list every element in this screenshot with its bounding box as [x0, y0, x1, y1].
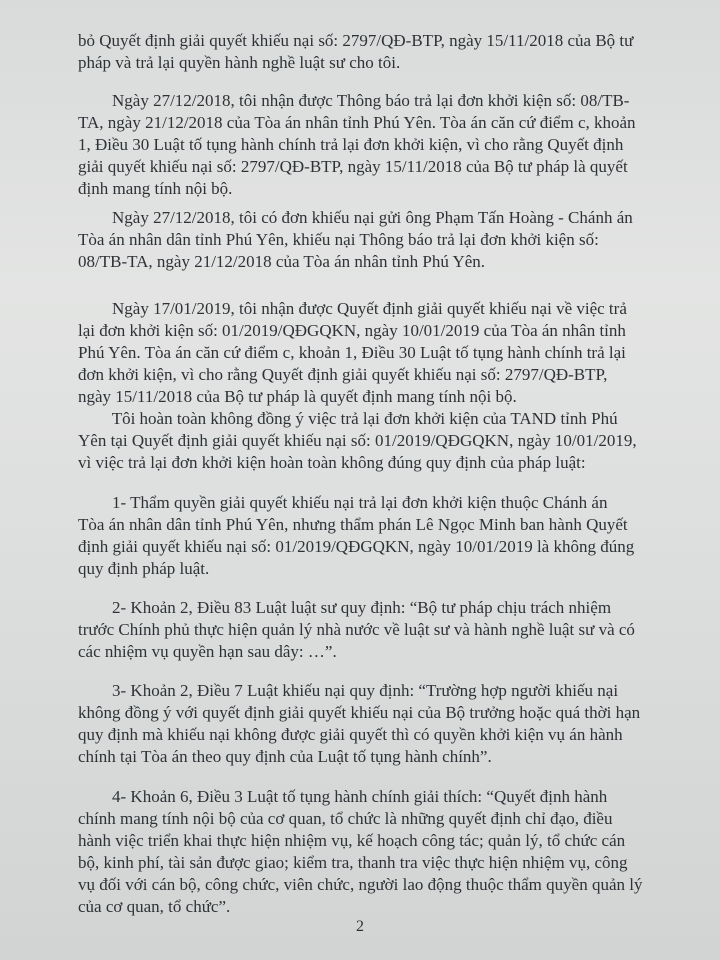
text-line: Tôi hoàn toàn không đồng ý việc trả lại đơn khởi kiện của TAND tỉnh Phú	[78, 409, 618, 428]
text-line: Yên tại Quyết định giải quyết khiếu nại số: 01/2019/QĐGQKN, ngày 10/01/2019,	[78, 431, 637, 450]
text-line: quy định mà khiếu nại không được giải quyết thì có quyền khởi kiện vụ án hành	[78, 725, 623, 744]
text-line: vụ đối với cán bộ, công chức, viên chức, người lao động thuộc thẩm quyền quản lý	[78, 875, 643, 894]
text-line: 08/TB-TA, ngày 21/12/2018 của Tòa án nhân tỉnh Phú Yên.	[78, 252, 486, 271]
text-line: Ngày 17/01/2019, tôi nhận được Quyết định giải quyết khiếu nại về việc trả	[78, 299, 627, 318]
text-line: Tòa án nhân dân tỉnh Phú Yên, nhưng thẩm phán Lê Ngọc Minh ban hành Quyết	[78, 515, 628, 534]
paragraph	[78, 298, 686, 408]
text-line: định mang tính nội bộ.	[78, 179, 233, 198]
paragraph	[78, 207, 686, 273]
text-line: trước Chính phủ thực hiện quản lý nhà nước về luật sư và hành nghề luật sư và có	[78, 620, 635, 639]
text-line: chính tại Tòa án theo quy định của Luật tố tụng hành chính”.	[78, 747, 492, 766]
paragraph	[78, 90, 686, 200]
text-line: giải quyết khiếu nại số: 2797/QĐ-BTP, ngày 15/11/2018 của Bộ tư pháp là quyết	[78, 157, 628, 176]
text-line: bộ, kinh phí, tài sản được giao; kiểm tra, thanh tra việc thực hiện nhiệm vụ, công	[78, 853, 628, 872]
paragraph	[78, 492, 686, 580]
paragraph	[78, 408, 686, 474]
text-line: quy định pháp luật.	[78, 559, 210, 578]
text-line: của cơ quan, tổ chức”.	[78, 897, 231, 916]
text-line: 1- Thẩm quyền giải quyết khiếu nại trả lại đơn khởi kiện thuộc Chánh án	[78, 493, 608, 512]
text-line: vì việc trả lại đơn khởi kiện hoàn toàn không đúng quy định của pháp luật:	[78, 453, 586, 472]
text-line: định giải quyết khiếu nại số: 01/2019/QĐGQKN, ngày 10/01/2019 là không đúng	[78, 537, 635, 556]
text-line: 4- Khoản 6, Điều 3 Luật tố tụng hành chính giải thích: “Quyết định hành	[78, 787, 608, 806]
text-line: pháp và trả lại quyền hành nghề luật sư cho tôi.	[78, 53, 401, 72]
text-line: chính mang tính nội bộ của cơ quan, tổ chức là những quyết định chỉ đạo, điều	[78, 809, 613, 828]
paragraph	[78, 680, 686, 768]
text-line: đơn khởi kiện, vì cho rằng Quyết định giải quyết khiếu nại số: 2797/QĐ-BTP,	[78, 365, 608, 384]
paragraph	[78, 786, 686, 918]
text-line: không đồng ý với quyết định giải quyết khiếu nại của Bộ trưởng hoặc quá thời hạn	[78, 703, 641, 722]
paragraph	[78, 597, 686, 663]
text-line: Ngày 27/12/2018, tôi nhận được Thông báo trả lại đơn khởi kiện số: 08/TB-	[78, 91, 630, 110]
text-line: 1, Điều 30 Luật tố tụng hành chính trả lại đơn khởi kiện, vì cho rằng Quyết định	[78, 135, 624, 154]
text-line: Ngày 27/12/2018, tôi có đơn khiếu nại gửi ông Phạm Tấn Hoàng - Chánh án	[78, 208, 633, 227]
text-line: ngày 15/11/2018 của Bộ tư pháp là quyết định mang tính nội bộ.	[78, 387, 517, 406]
text-line: các nhiệm vụ quyền hạn sau dây: …”.	[78, 642, 337, 661]
text-line: hành việc triển khai thực hiện nhiệm vụ, kế hoạch công tác; quản lý, tổ chức cán	[78, 831, 626, 850]
text-line: 3- Khoản 2, Điều 7 Luật khiếu nại quy định: “Trường hợp người khiếu nại	[78, 681, 619, 700]
text-line: TA, ngày 21/12/2018 của Tòa án nhân tỉnh Phú Yên. Tòa án căn cứ điểm c, khoản	[78, 113, 636, 132]
text-line: Phú Yên. Tòa án căn cứ điểm c, khoản 1, Điều 30 Luật tố tụng hành chính trả lại	[78, 343, 626, 362]
text-line: lại đơn khởi kiện số: 01/2019/QĐGQKN, ngày 10/01/2019 của Tòa án nhân tỉnh	[78, 321, 626, 340]
page-number: 2	[356, 918, 364, 935]
text-line: Tòa án nhân dân tỉnh Phú Yên, khiếu nại Thông báo trả lại đơn khởi kiện số:	[78, 230, 599, 249]
text-line: 2- Khoản 2, Điều 83 Luật luật sư quy định: “Bộ tư pháp chịu trách nhiệm	[78, 598, 612, 617]
text-line: bỏ Quyết định giải quyết khiếu nại số: 2797/QĐ-BTP, ngày 15/11/2018 của Bộ tư	[78, 31, 634, 50]
paragraph	[78, 30, 686, 74]
